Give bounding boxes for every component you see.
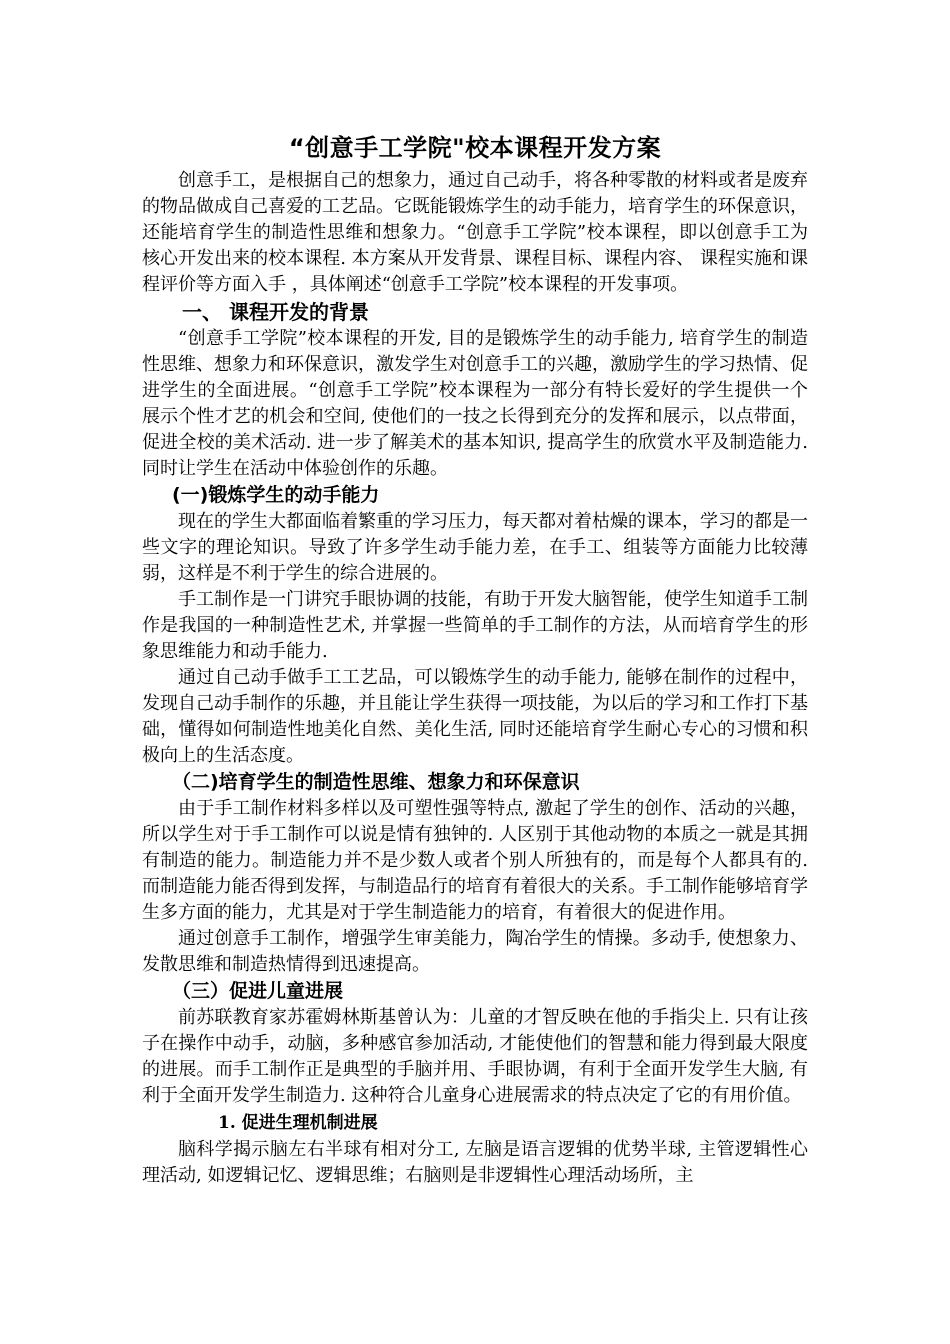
document-page bbox=[142, 128, 808, 1189]
sub1-paragraph-2: 手工制作是一门讲究手眼协调的技能，有助于开发大脑智能，使学生知道手工制作是我国的一种制造性艺术, 并掌握一些简单的手工制作的方法，从而培育学生的形象思维能力和动手能力. bbox=[142, 589, 808, 662]
sub2-paragraph-1: 由于手工制作材料多样以及可塑性强等特点, 激起了学生的创作、活动的兴趣，所以学生对于手工制作可以说是情有独钟的. 人区别于其他动物的本质之一就是其拥有制造的能力。制造能力并不是少数人或者个别人所独有的，而是每个人都具有的. 而制造能力能否得到发挥，与制造品行的培育有着很大的关系。手工制作能够培育学生多方面的能力，尤其是对于学生制造能力的培育，有着很大的促进作用。 bbox=[142, 798, 808, 923]
sub1-paragraph-1: 现在的学生大都面临着繁重的学习压力，每天都对着枯燥的课本，学习的都是一些文字的理论知识。导致了许多学生动手能力差，在手工、组装等方面能力比较薄弱，这样是不利于学生的综合进展的。 bbox=[142, 511, 808, 584]
sub3-heading: （三）促进儿童进展 bbox=[172, 980, 344, 1002]
section1-paragraph: “创意手工学院”校本课程的开发, 目的是锻炼学生的动手能力, 培育学生的制造性思维、想象力和环保意识，激发学生对创意手工的兴趣，激励学生的学习热情、促进学生的全面进展。“创意手工学院”校本课程为一部分有特长爱好的学生提供一个展示个性才艺的机会和空间, 使他们的一技之长得到充分的发挥和展示，以点带面，促进全校的美术活动. 进一步了解美术的基本知识, 提高学生的欣赏水平及制造能力. 同时让学生在活动中体验创作的乐趣。 bbox=[142, 328, 808, 479]
sub3-paragraph: 前苏联教育家苏霍姆林斯基曾认为：儿童的才智反映在他的手指尖上. 只有让孩子在操作中动手，动脑，多种感官参加活动, 才能使他们的智慧和能力得到最大限度的进展。而手工制作正是典型的手脑并用、手眼协调，有利于全面开发学生大脑, 有利于全面开发学生制造力. 这种符合儿童身心进展需求的特点决定了它的有用价值。 bbox=[142, 1007, 808, 1106]
document-title: “创意手工学院"校本课程开发方案 bbox=[288, 134, 662, 162]
intro-paragraph: 创意手工，是根据自己的想象力，通过自己动手，将各种零散的材料或者是废弃的物品做成自己喜爱的工艺品。它既能锻炼学生的动手能力，培育学生的环保意识，还能培育学生的制造性思维和想象力。“创意手工学院”校本课程，即以创意手工为核心开发出来的校本课程. 本方案从开发背景、课程目标、课程内容、 课程实施和课程评价等方面入手 ，具体阐述“创意手工学院”校本课程的开发事项。 bbox=[142, 170, 808, 295]
sub1-heading: (一)锻炼学生的动手能力 bbox=[172, 484, 380, 506]
sub2-heading: （二)培育学生的制造性思维、想象力和环保意识 bbox=[172, 771, 580, 793]
sub2-paragraph-2: 通过创意手工制作，增强学生审美能力，陶冶学生的情操。多动手, 使想象力、发散思维和制造热情得到迅速提高。 bbox=[142, 928, 808, 975]
item1-heading: 1. 促进生理机制进展 bbox=[218, 1113, 378, 1133]
item1-paragraph: 脑科学揭示脑左右半球有相对分工, 左脑是语言逻辑的优势半球, 主管逻辑性心理活动, 如逻辑记忆、逻辑思维；右脑则是非逻辑性心理活动场所，主 bbox=[142, 1139, 808, 1186]
section1-heading: 一、 课程开发的背景 bbox=[182, 300, 369, 324]
sub1-paragraph-3: 通过自己动手做手工工艺品，可以锻炼学生的动手能力, 能够在制作的过程中，发现自己动手制作的乐趣，并且能让学生获得一项技能，为以后的学习和工作打下基础，懂得如何制造性地美化自然、美化生活, 同时还能培育学生耐心专心的习惯和积极向上的生活态度。 bbox=[142, 667, 808, 766]
